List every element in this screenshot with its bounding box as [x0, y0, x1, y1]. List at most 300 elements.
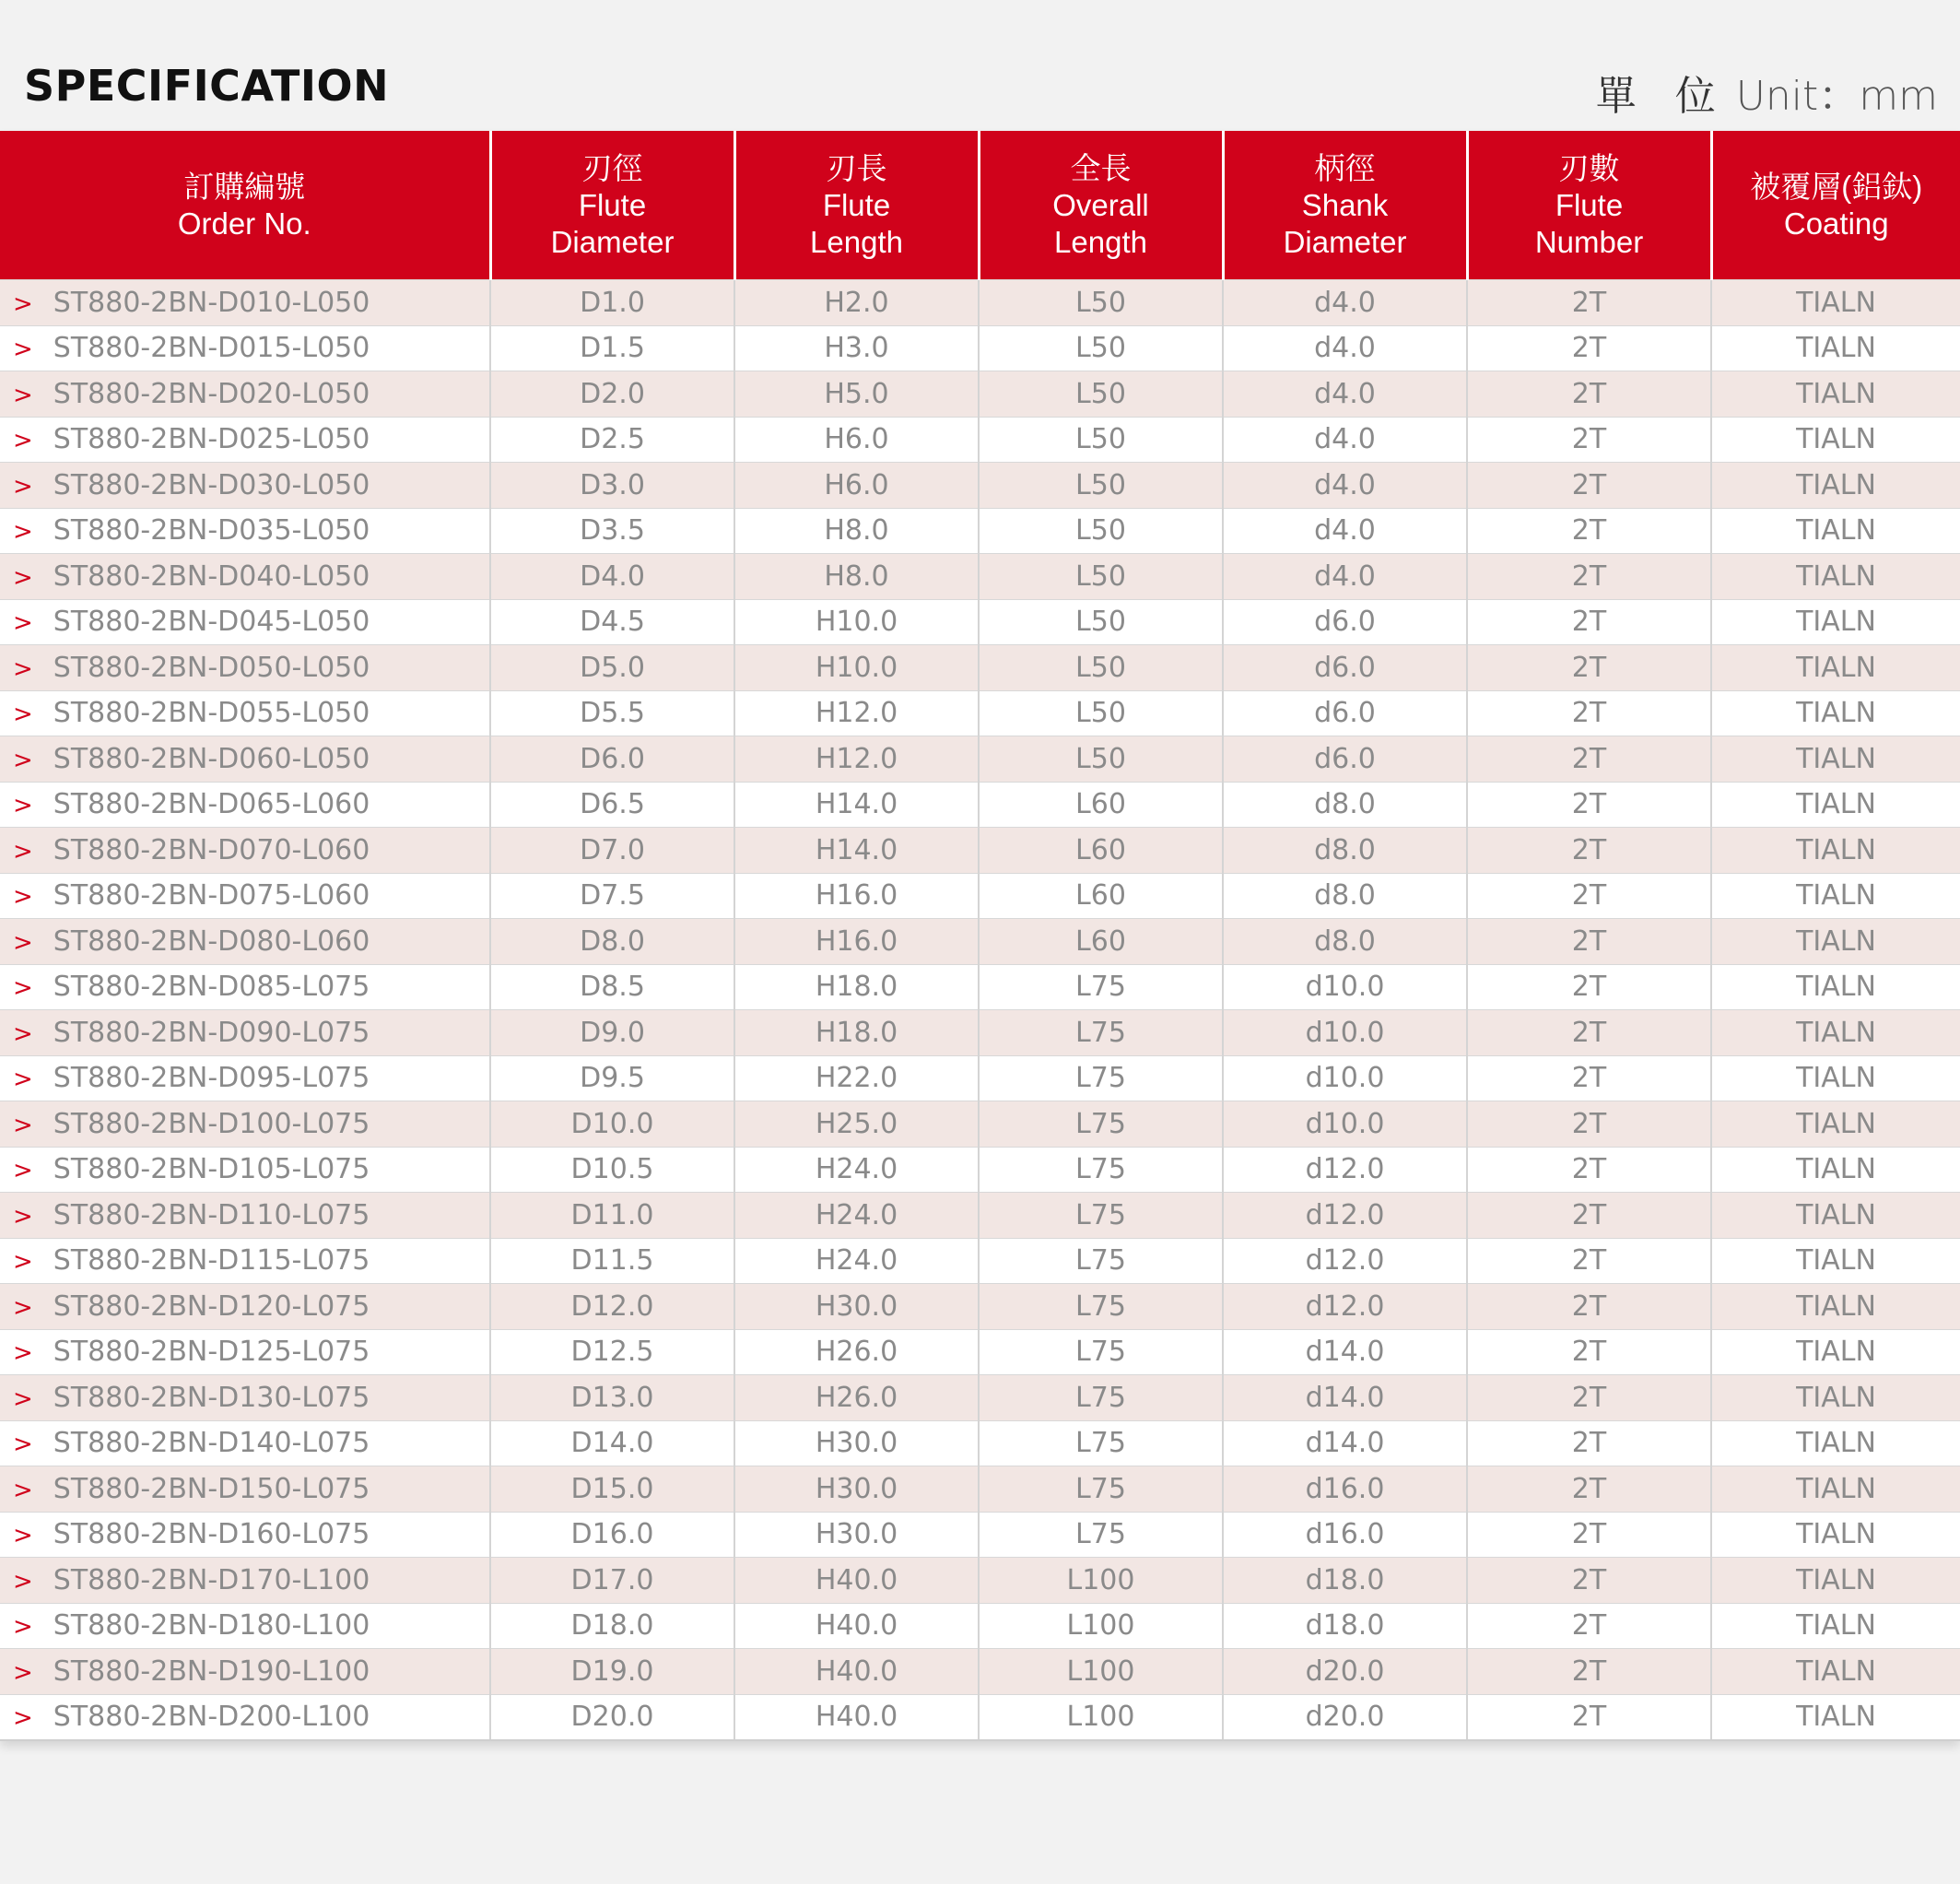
cell-overall-length: L100	[979, 1603, 1223, 1649]
row-arrow-icon: >	[13, 792, 33, 820]
row-arrow-icon: >	[13, 472, 33, 500]
cell-overall-length: L60	[979, 873, 1223, 919]
table-row	[0, 782, 1960, 828]
cell-flute-diameter: D17.0	[490, 1558, 734, 1604]
cell-overall-length: L100	[979, 1694, 1223, 1740]
cell-coating: TIALN	[1711, 964, 1960, 1010]
cell-flute-diameter: D1.0	[490, 280, 734, 326]
cell-shank-diameter: d12.0	[1223, 1147, 1467, 1193]
table-row	[0, 1466, 1960, 1513]
column-header-en1: Shank	[1301, 187, 1389, 222]
cell-overall-length: L100	[979, 1558, 1223, 1604]
cell-flute-number: 2T	[1467, 964, 1711, 1010]
cell-flute-diameter: D4.0	[490, 554, 734, 600]
cell-coating: TIALN	[1711, 1010, 1960, 1056]
cell-overall-length: L75	[979, 1512, 1223, 1558]
cell-order-no	[0, 873, 490, 919]
cell-flute-number: 2T	[1467, 1512, 1711, 1558]
table-row	[0, 1420, 1960, 1466]
cell-flute-diameter: D18.0	[490, 1603, 734, 1649]
cell-flute-length: H30.0	[734, 1284, 979, 1330]
cell-flute-length: H30.0	[734, 1420, 979, 1466]
table-row	[0, 280, 1960, 326]
table-row	[0, 873, 1960, 919]
order-number-text: ST880-2BN-D130-L075	[53, 1381, 370, 1414]
row-arrow-icon: >	[13, 1384, 33, 1413]
column-header-coating	[1711, 131, 1960, 280]
table-row	[0, 964, 1960, 1010]
column-header-en2: Number	[1534, 224, 1644, 259]
cell-flute-diameter: D7.5	[490, 873, 734, 919]
cell-shank-diameter: d18.0	[1223, 1558, 1467, 1604]
cell-flute-diameter: D19.0	[490, 1649, 734, 1695]
cell-overall-length: L60	[979, 828, 1223, 874]
cell-shank-diameter: d4.0	[1223, 280, 1467, 326]
row-arrow-icon: >	[13, 1066, 33, 1094]
cell-flute-diameter: D20.0	[490, 1694, 734, 1740]
table-row	[0, 554, 1960, 600]
table-row	[0, 1101, 1960, 1148]
cell-coating: TIALN	[1711, 1558, 1960, 1604]
table-row	[0, 1238, 1960, 1284]
table-row	[0, 645, 1960, 691]
table-row	[0, 1694, 1960, 1740]
cell-coating: TIALN	[1711, 1466, 1960, 1513]
cell-order-no	[0, 1512, 490, 1558]
cell-overall-length: L75	[979, 1010, 1223, 1056]
cell-flute-number: 2T	[1467, 463, 1711, 509]
column-header-en1: Order No.	[177, 206, 311, 241]
cell-flute-number: 2T	[1467, 1466, 1711, 1513]
row-arrow-icon: >	[13, 1704, 33, 1733]
table-row	[0, 690, 1960, 736]
order-number-text: ST880-2BN-D170-L100	[53, 1563, 370, 1596]
cell-order-no	[0, 782, 490, 828]
row-arrow-icon: >	[13, 1202, 33, 1230]
table-row	[0, 1603, 1960, 1649]
cell-coating: TIALN	[1711, 645, 1960, 691]
order-number-text: ST880-2BN-D070-L060	[53, 833, 370, 866]
cell-order-no	[0, 828, 490, 874]
cell-flute-number: 2T	[1467, 873, 1711, 919]
cell-shank-diameter: d10.0	[1223, 964, 1467, 1010]
cell-overall-length: L75	[979, 1375, 1223, 1421]
cell-shank-diameter: d4.0	[1223, 417, 1467, 463]
cell-overall-length: L75	[979, 1193, 1223, 1239]
order-number-text: ST880-2BN-D045-L050	[53, 606, 370, 639]
cell-flute-diameter: D9.5	[490, 1055, 734, 1101]
cell-flute-length: H6.0	[734, 417, 979, 463]
cell-coating: TIALN	[1711, 508, 1960, 554]
cell-flute-number: 2T	[1467, 280, 1711, 326]
cell-overall-length: L75	[979, 1420, 1223, 1466]
order-number-text: ST880-2BN-D060-L050	[53, 742, 370, 775]
cell-coating: TIALN	[1711, 371, 1960, 418]
cell-shank-diameter: d14.0	[1223, 1375, 1467, 1421]
cell-coating: TIALN	[1711, 463, 1960, 509]
cell-flute-number: 2T	[1467, 690, 1711, 736]
table-row	[0, 599, 1960, 645]
cell-coating: TIALN	[1711, 554, 1960, 600]
order-number-text: ST880-2BN-D065-L060	[53, 788, 370, 821]
cell-flute-number: 2T	[1467, 1055, 1711, 1101]
cell-coating: TIALN	[1711, 1375, 1960, 1421]
cell-coating: TIALN	[1711, 1603, 1960, 1649]
row-arrow-icon: >	[13, 883, 33, 912]
order-number-text: ST880-2BN-D120-L075	[53, 1289, 370, 1323]
order-number-text: ST880-2BN-D040-L050	[53, 559, 370, 593]
cell-coating: TIALN	[1711, 1420, 1960, 1466]
cell-overall-length: L50	[979, 554, 1223, 600]
cell-order-no	[0, 1329, 490, 1375]
cell-flute-diameter: D8.5	[490, 964, 734, 1010]
order-number-text: ST880-2BN-D050-L050	[53, 651, 370, 684]
cell-order-no	[0, 1101, 490, 1148]
order-number-text: ST880-2BN-D200-L100	[53, 1701, 370, 1734]
cell-order-no	[0, 1649, 490, 1695]
cell-coating: TIALN	[1711, 1101, 1960, 1148]
order-number-text: ST880-2BN-D090-L075	[53, 1016, 370, 1049]
cell-flute-length: H12.0	[734, 736, 979, 783]
table-row	[0, 1055, 1960, 1101]
cell-overall-length: L50	[979, 371, 1223, 418]
cell-order-no	[0, 1558, 490, 1604]
cell-flute-number: 2T	[1467, 1420, 1711, 1466]
column-header-flute-number	[1467, 131, 1711, 280]
order-number-text: ST880-2BN-D140-L075	[53, 1427, 370, 1460]
cell-order-no	[0, 1193, 490, 1239]
table-row	[0, 1193, 1960, 1239]
cell-shank-diameter: d10.0	[1223, 1010, 1467, 1056]
cell-coating: TIALN	[1711, 325, 1960, 371]
cell-coating: TIALN	[1711, 736, 1960, 783]
cell-shank-diameter: d4.0	[1223, 463, 1467, 509]
cell-order-no	[0, 1238, 490, 1284]
table-row	[0, 736, 1960, 783]
column-header-cjk: 刃數	[1558, 150, 1620, 185]
cell-overall-length: L75	[979, 964, 1223, 1010]
cell-flute-diameter: D14.0	[490, 1420, 734, 1466]
order-number-text: ST880-2BN-D125-L075	[53, 1336, 370, 1369]
cell-flute-number: 2T	[1467, 1603, 1711, 1649]
unit-label-cjk: 單 位	[1595, 73, 1729, 120]
cell-overall-length: L100	[979, 1649, 1223, 1695]
cell-order-no	[0, 1603, 490, 1649]
cell-flute-length: H26.0	[734, 1329, 979, 1375]
cell-flute-diameter: D3.5	[490, 508, 734, 554]
order-number-text: ST880-2BN-D080-L060	[53, 924, 370, 958]
cell-flute-diameter: D15.0	[490, 1466, 734, 1513]
specification-table	[0, 131, 1960, 1741]
cell-flute-length: H14.0	[734, 782, 979, 828]
column-header-shank-diameter	[1223, 131, 1467, 280]
cell-flute-number: 2T	[1467, 645, 1711, 691]
cell-order-no	[0, 599, 490, 645]
cell-flute-diameter: D13.0	[490, 1375, 734, 1421]
cell-overall-length: L50	[979, 599, 1223, 645]
cell-overall-length: L50	[979, 280, 1223, 326]
cell-coating: TIALN	[1711, 1329, 1960, 1375]
cell-overall-length: L60	[979, 919, 1223, 965]
column-header-order-no	[0, 131, 490, 280]
column-header-en1: Flute	[1555, 187, 1624, 222]
cell-flute-length: H16.0	[734, 873, 979, 919]
cell-flute-number: 2T	[1467, 1193, 1711, 1239]
column-header-flute-diameter	[490, 131, 734, 280]
cell-order-no	[0, 417, 490, 463]
cell-flute-diameter: D10.5	[490, 1147, 734, 1193]
cell-flute-length: H6.0	[734, 463, 979, 509]
cell-shank-diameter: d8.0	[1223, 782, 1467, 828]
table-row	[0, 919, 1960, 965]
cell-flute-length: H2.0	[734, 280, 979, 326]
row-arrow-icon: >	[13, 289, 33, 318]
order-number-text: ST880-2BN-D180-L100	[53, 1609, 370, 1643]
cell-overall-length: L50	[979, 325, 1223, 371]
cell-flute-number: 2T	[1467, 828, 1711, 874]
cell-order-no	[0, 1147, 490, 1193]
cell-coating: TIALN	[1711, 1512, 1960, 1558]
cell-flute-number: 2T	[1467, 554, 1711, 600]
cell-overall-length: L75	[979, 1147, 1223, 1193]
order-number-text: ST880-2BN-D095-L075	[53, 1062, 370, 1095]
row-arrow-icon: >	[13, 1248, 33, 1277]
row-arrow-icon: >	[13, 1019, 33, 1048]
cell-flute-number: 2T	[1467, 1558, 1711, 1604]
cell-overall-length: L50	[979, 417, 1223, 463]
table-row	[0, 325, 1960, 371]
row-arrow-icon: >	[13, 1567, 33, 1596]
cell-coating: TIALN	[1711, 919, 1960, 965]
cell-overall-length: L50	[979, 508, 1223, 554]
cell-order-no	[0, 554, 490, 600]
table-row	[0, 1010, 1960, 1056]
cell-overall-length: L50	[979, 736, 1223, 783]
cell-shank-diameter: d8.0	[1223, 919, 1467, 965]
cell-overall-length: L75	[979, 1466, 1223, 1513]
cell-coating: TIALN	[1711, 1193, 1960, 1239]
cell-order-no	[0, 1694, 490, 1740]
order-number-text: ST880-2BN-D085-L075	[53, 971, 370, 1004]
order-number-text: ST880-2BN-D010-L050	[53, 286, 370, 319]
table-body	[0, 280, 1960, 1741]
cell-order-no	[0, 919, 490, 965]
cell-coating: TIALN	[1711, 1284, 1960, 1330]
column-header-cjk: 全長	[1070, 150, 1132, 185]
table-row	[0, 417, 1960, 463]
page-title: SPECIFICATION	[24, 61, 390, 111]
cell-order-no	[0, 280, 490, 326]
row-arrow-icon: >	[13, 1476, 33, 1504]
row-arrow-icon: >	[13, 1431, 33, 1459]
cell-shank-diameter: d20.0	[1223, 1649, 1467, 1695]
row-arrow-icon: >	[13, 1339, 33, 1368]
cell-coating: TIALN	[1711, 280, 1960, 326]
cell-shank-diameter: d6.0	[1223, 599, 1467, 645]
cell-coating: TIALN	[1711, 1694, 1960, 1740]
cell-overall-length: L50	[979, 690, 1223, 736]
cell-shank-diameter: d16.0	[1223, 1512, 1467, 1558]
cell-flute-number: 2T	[1467, 1147, 1711, 1193]
table-row	[0, 463, 1960, 509]
table-row	[0, 1375, 1960, 1421]
cell-shank-diameter: d4.0	[1223, 371, 1467, 418]
cell-flute-length: H24.0	[734, 1193, 979, 1239]
cell-shank-diameter: d8.0	[1223, 828, 1467, 874]
cell-coating: TIALN	[1711, 828, 1960, 874]
row-arrow-icon: >	[13, 1658, 33, 1687]
order-number-text: ST880-2BN-D075-L060	[53, 879, 370, 913]
cell-shank-diameter: d12.0	[1223, 1284, 1467, 1330]
cell-flute-diameter: D9.0	[490, 1010, 734, 1056]
cell-flute-number: 2T	[1467, 1010, 1711, 1056]
cell-overall-length: L50	[979, 645, 1223, 691]
cell-flute-number: 2T	[1467, 1329, 1711, 1375]
table-row	[0, 1512, 1960, 1558]
table-row	[0, 1284, 1960, 1330]
cell-coating: TIALN	[1711, 873, 1960, 919]
cell-overall-length: L75	[979, 1284, 1223, 1330]
order-number-text: ST880-2BN-D035-L050	[53, 514, 370, 548]
cell-flute-length: H8.0	[734, 554, 979, 600]
cell-overall-length: L50	[979, 463, 1223, 509]
table-row	[0, 508, 1960, 554]
cell-flute-number: 2T	[1467, 736, 1711, 783]
cell-flute-length: H18.0	[734, 1010, 979, 1056]
order-number-text: ST880-2BN-D190-L100	[53, 1654, 370, 1688]
table-row	[0, 1649, 1960, 1695]
cell-flute-number: 2T	[1467, 919, 1711, 965]
column-header-cjk: 柄徑	[1314, 150, 1376, 185]
cell-shank-diameter: d16.0	[1223, 1466, 1467, 1513]
table-row	[0, 828, 1960, 874]
order-number-text: ST880-2BN-D105-L075	[53, 1153, 370, 1186]
cell-overall-length: L60	[979, 782, 1223, 828]
cell-flute-length: H8.0	[734, 508, 979, 554]
cell-flute-number: 2T	[1467, 1375, 1711, 1421]
cell-flute-length: H24.0	[734, 1147, 979, 1193]
row-arrow-icon: >	[13, 1157, 33, 1185]
cell-flute-length: H18.0	[734, 964, 979, 1010]
cell-flute-number: 2T	[1467, 508, 1711, 554]
cell-coating: TIALN	[1711, 782, 1960, 828]
cell-order-no	[0, 371, 490, 418]
order-number-text: ST880-2BN-D100-L075	[53, 1107, 370, 1140]
cell-flute-number: 2T	[1467, 417, 1711, 463]
row-arrow-icon: >	[13, 974, 33, 1003]
cell-overall-length: L75	[979, 1238, 1223, 1284]
cell-flute-diameter: D16.0	[490, 1512, 734, 1558]
cell-flute-diameter: D12.0	[490, 1284, 734, 1330]
cell-shank-diameter: d6.0	[1223, 645, 1467, 691]
row-arrow-icon: >	[13, 928, 33, 957]
cell-order-no	[0, 1375, 490, 1421]
row-arrow-icon: >	[13, 654, 33, 683]
cell-flute-length: H22.0	[734, 1055, 979, 1101]
row-arrow-icon: >	[13, 1293, 33, 1322]
cell-order-no	[0, 1420, 490, 1466]
order-number-text: ST880-2BN-D015-L050	[53, 332, 370, 365]
cell-flute-diameter: D12.5	[490, 1329, 734, 1375]
cell-flute-number: 2T	[1467, 325, 1711, 371]
table-header	[0, 131, 1960, 280]
column-header-cjk: 刃徑	[581, 150, 643, 185]
cell-shank-diameter: d8.0	[1223, 873, 1467, 919]
column-header-en1: Flute	[822, 187, 891, 222]
cell-flute-length: H40.0	[734, 1694, 979, 1740]
cell-shank-diameter: d4.0	[1223, 325, 1467, 371]
cell-shank-diameter: d6.0	[1223, 736, 1467, 783]
cell-flute-length: H25.0	[734, 1101, 979, 1148]
order-number-text: ST880-2BN-D110-L075	[53, 1198, 370, 1231]
cell-flute-diameter: D10.0	[490, 1101, 734, 1148]
cell-coating: TIALN	[1711, 599, 1960, 645]
unit-label	[1596, 63, 1938, 122]
cell-order-no	[0, 1055, 490, 1101]
column-header-en1: Overall	[1052, 187, 1149, 222]
cell-flute-length: H5.0	[734, 371, 979, 418]
cell-overall-length: L75	[979, 1101, 1223, 1148]
cell-shank-diameter: d6.0	[1223, 690, 1467, 736]
page-header	[0, 0, 1960, 129]
table-row	[0, 1147, 1960, 1193]
column-header-en2: Length	[1054, 224, 1147, 259]
cell-flute-number: 2T	[1467, 1238, 1711, 1284]
order-number-text: ST880-2BN-D030-L050	[53, 468, 370, 501]
cell-shank-diameter: d4.0	[1223, 508, 1467, 554]
cell-flute-diameter: D2.0	[490, 371, 734, 418]
cell-flute-length: H40.0	[734, 1649, 979, 1695]
table-row	[0, 371, 1960, 418]
table-row	[0, 1329, 1960, 1375]
cell-flute-diameter: D7.0	[490, 828, 734, 874]
cell-flute-length: H30.0	[734, 1466, 979, 1513]
cell-flute-length: H40.0	[734, 1603, 979, 1649]
header-row	[0, 131, 1960, 280]
cell-coating: TIALN	[1711, 690, 1960, 736]
column-header-en2: Length	[810, 224, 903, 259]
cell-shank-diameter: d14.0	[1223, 1329, 1467, 1375]
row-arrow-icon: >	[13, 563, 33, 592]
cell-flute-diameter: D8.0	[490, 919, 734, 965]
cell-flute-diameter: D5.5	[490, 690, 734, 736]
cell-shank-diameter: d4.0	[1223, 554, 1467, 600]
column-header-en2: Diameter	[1283, 224, 1407, 259]
cell-flute-number: 2T	[1467, 782, 1711, 828]
cell-flute-number: 2T	[1467, 599, 1711, 645]
row-arrow-icon: >	[13, 1111, 33, 1139]
cell-order-no	[0, 463, 490, 509]
cell-order-no	[0, 645, 490, 691]
cell-shank-diameter: d14.0	[1223, 1420, 1467, 1466]
cell-flute-length: H26.0	[734, 1375, 979, 1421]
row-arrow-icon: >	[13, 381, 33, 409]
cell-flute-length: H14.0	[734, 828, 979, 874]
cell-order-no	[0, 690, 490, 736]
cell-coating: TIALN	[1711, 417, 1960, 463]
unit-label-en: Unit：mm	[1735, 73, 1938, 120]
cell-order-no	[0, 1466, 490, 1513]
cell-flute-diameter: D1.5	[490, 325, 734, 371]
cell-flute-length: H30.0	[734, 1512, 979, 1558]
cell-shank-diameter: d12.0	[1223, 1193, 1467, 1239]
cell-flute-diameter: D11.5	[490, 1238, 734, 1284]
row-arrow-icon: >	[13, 1522, 33, 1550]
cell-order-no	[0, 325, 490, 371]
cell-shank-diameter: d20.0	[1223, 1694, 1467, 1740]
order-number-text: ST880-2BN-D150-L075	[53, 1472, 370, 1505]
cell-order-no	[0, 1284, 490, 1330]
